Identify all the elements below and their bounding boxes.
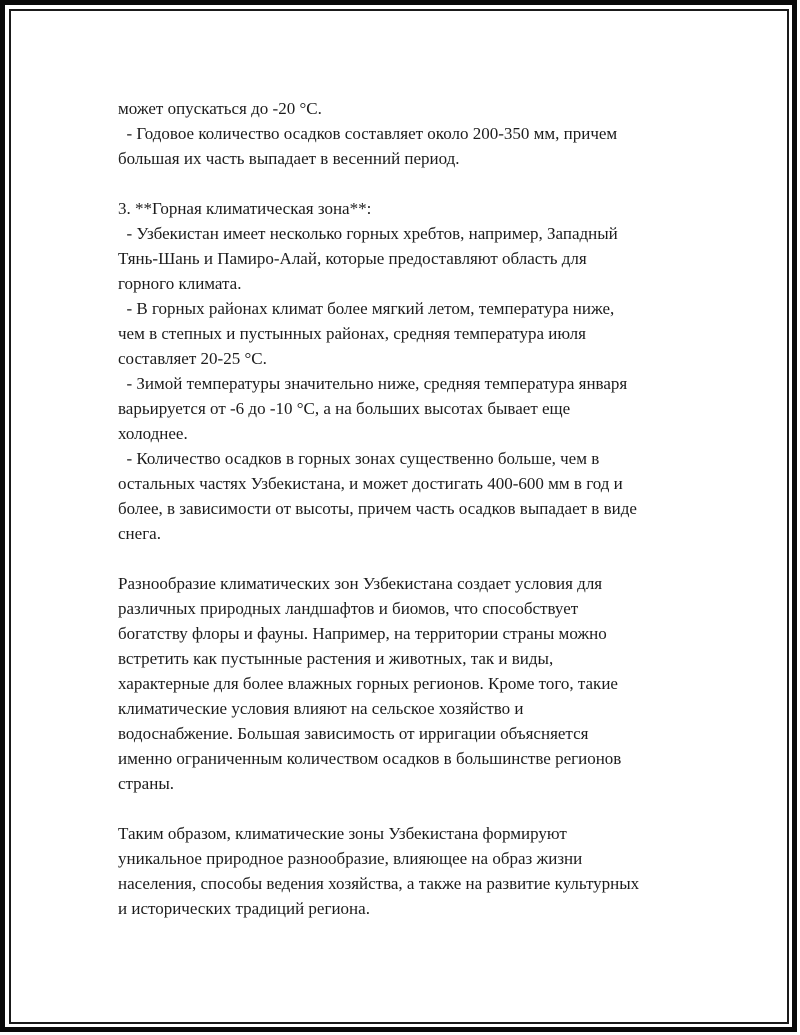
text-line: - В горных районах климат более мягкий летом, температура ниже, — [118, 299, 615, 318]
text-line: - Количество осадков в горных зонах существенно больше, чем в — [118, 449, 600, 468]
text-line: климатические условия влияют на сельское хозяйство и — [118, 699, 524, 718]
paragraph-diversity — [118, 571, 718, 796]
text-line: - Годовое количество осадков составляет около 200-350 мм, причем — [118, 124, 618, 143]
text-line: более, в зависимости от высоты, причем часть осадков выпадает в виде — [118, 499, 637, 518]
paragraph-mountain-zone — [118, 196, 718, 546]
text-line: страны. — [118, 774, 174, 793]
text-line: уникальное природное разнообразие, влияющее на образ жизни — [118, 849, 583, 868]
text-line: может опускаться до -20 °C. — [118, 99, 322, 118]
text-line: Разнообразие климатических зон Узбекистана создает условия для — [118, 574, 603, 593]
text-line: - Зимой температуры значительно ниже, средняя температура января — [118, 374, 628, 393]
text-line: снега. — [118, 524, 161, 543]
text-line: чем в степных и пустынных районах, средняя температура июля — [118, 324, 586, 343]
text-line: населения, способы ведения хозяйства, а также на развитие культурных — [118, 874, 640, 893]
text-line: богатству флоры и фауны. Например, на территории страны можно — [118, 624, 607, 643]
paragraph-conclusion — [118, 821, 718, 921]
text-line: Таким образом, климатические зоны Узбекистана формируют — [118, 824, 567, 843]
document-text — [118, 96, 718, 946]
text-line: и исторических традиций региона. — [118, 899, 370, 918]
text-line: остальных частях Узбекистана, и может достигать 400-600 мм в год и — [118, 474, 623, 493]
text-line: встретить как пустынные растения и животных, так и виды, — [118, 649, 554, 668]
text-line: 3. **Горная климатическая зона**: — [118, 199, 372, 218]
text-line: Тянь-Шань и Памиро-Алай, которые предоставляют область для — [118, 249, 587, 268]
text-line: различных природных ландшафтов и биомов, что способствует — [118, 599, 579, 618]
paragraph-precipitation — [118, 96, 718, 171]
text-line: горного климата. — [118, 274, 242, 293]
text-line: холоднее. — [118, 424, 188, 443]
text-line: именно ограниченным количеством осадков в большинстве регионов — [118, 749, 622, 768]
text-line: составляет 20-25 °C. — [118, 349, 267, 368]
text-line: характерные для более влажных горных регионов. Кроме того, такие — [118, 674, 618, 693]
text-line: - Узбекистан имеет несколько горных хребтов, например, Западный — [118, 224, 618, 243]
text-line: варьируется от -6 до -10 °C, а на больших высотах бывает еще — [118, 399, 571, 418]
text-line: водоснабжение. Большая зависимость от ирригации объясняется — [118, 724, 589, 743]
text-line: большая их часть выпадает в весенний период. — [118, 149, 460, 168]
